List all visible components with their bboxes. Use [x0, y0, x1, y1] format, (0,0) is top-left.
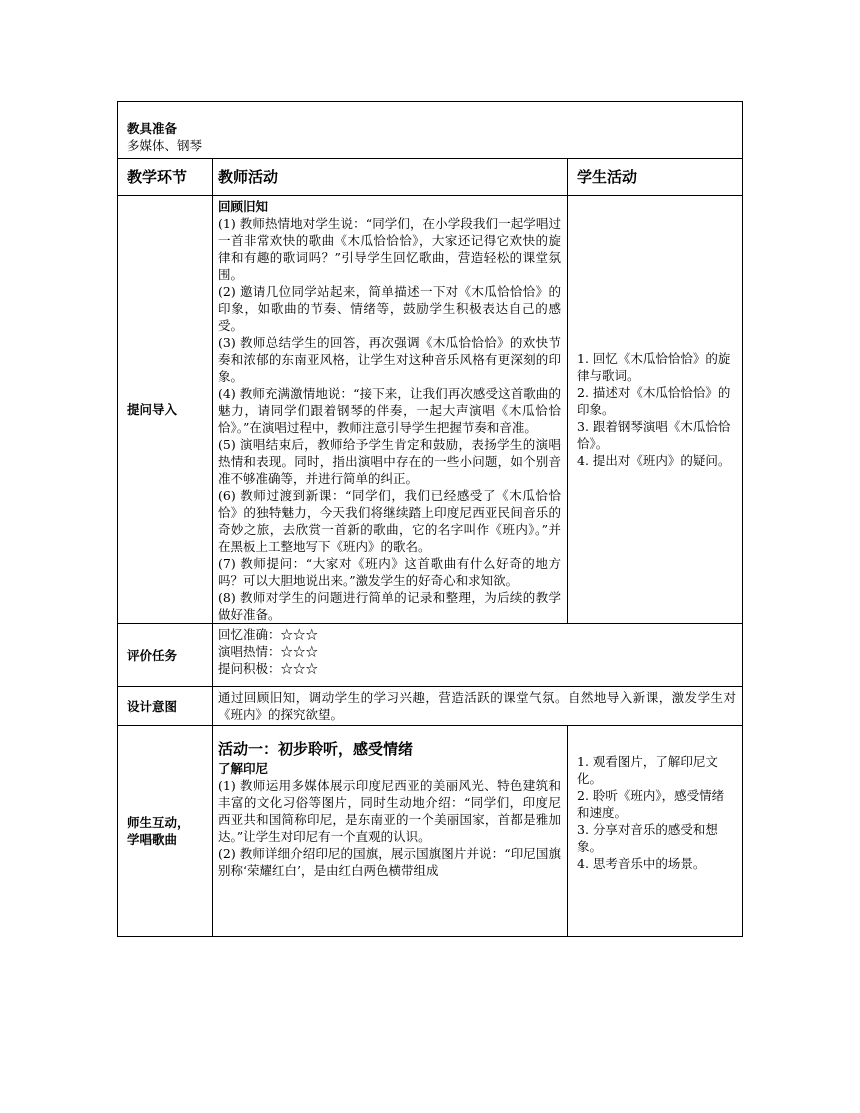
evaluation-cell: [213, 624, 743, 687]
activity-segment-line1: 师生互动，: [127, 815, 190, 830]
activity-student-item: 4. 思考音乐中的场景。: [577, 856, 706, 871]
prep-title: 教具准备: [127, 121, 178, 136]
intro-paragraph: (4) 教师充满激情地说：“接下来，让我们再次感受这首歌曲的魅力，请同学们跟着钢琴的伴奏，一起大声演唱《木瓜恰恰恰》。”在演唱过程中，教师注意引导学生把握节奏和音准。: [218, 386, 561, 435]
intro-paragraph: (3) 教师总结学生的回答，再次强调《木瓜恰恰恰》的欢快节奏和浓郁的东南亚风格，让学生对这种音乐风格有更深刻的印象。: [218, 335, 561, 384]
activity-segment-line2: 学唱歌曲: [127, 832, 178, 847]
intro-paragraph: (6) 教师过渡到新课：“同学们，我们已经感受了《木瓜恰恰恰》的独特魅力，今天我们将继续踏上印度尼西亚民间音乐的奇妙之旅，去欣赏一首新的歌曲，它的名字叫作《班内》。”并在黑板上工整地写下《班内》的歌名。: [218, 488, 561, 554]
intro-student-item: 3. 跟着钢琴演唱《木瓜恰恰恰》。: [577, 419, 731, 451]
design-row: [118, 687, 743, 726]
activity-student-item: 1. 观看图片，了解印尼文化。: [577, 754, 718, 786]
header-row: [118, 159, 743, 196]
intro-paragraph: (5) 演唱结束后，教师给予学生肯定和鼓励，表扬学生的演唱热情和表现。同时，指出演唱中存在的一些小问题，如个别音准不够准确等，并进行简单的纠正。: [218, 437, 561, 486]
activity-paragraph: (1) 教师运用多媒体展示印度尼西亚的美丽风光、特色建筑和丰富的文化习俗等图片，同时生动地介绍：“同学们，印度尼西亚共和国简称印尼，是东南亚的一个美丽国家，首都是雅加达。”让学生对印尼有一个直观的认识。: [218, 778, 561, 844]
design-text: 通过回顾旧知，调动学生的学习兴趣，营造活跃的课堂气氛。自然地导入新课，激发学生对《班内》的探究欲望。: [218, 690, 737, 722]
header-teacher: 教师活动: [213, 159, 568, 196]
activity-title: 活动一：初步聆听，感受情绪: [218, 740, 414, 758]
header-student: 学生活动: [568, 159, 743, 196]
intro-student-item: 2. 描述对《木瓜恰恰恰》的印象。: [577, 385, 731, 417]
design-segment: 设计意图: [118, 687, 213, 726]
lesson-plan-table: [117, 101, 743, 937]
prep-text: 多媒体、钢琴: [127, 138, 203, 153]
intro-row: [118, 196, 743, 624]
evaluation-row: [118, 624, 743, 687]
prep-row: [118, 102, 743, 159]
activity-student-cell: [568, 726, 743, 937]
intro-heading: 回顾旧知: [218, 199, 269, 214]
design-cell: [213, 687, 743, 726]
intro-paragraph: (7) 教师提问：“大家对《班内》这首歌曲有什么好奇的地方吗？可以大胆地说出来。”激发学生的好奇心和求知欲。: [218, 556, 561, 588]
evaluation-segment: 评价任务: [118, 624, 213, 687]
evaluation-item: 提问积极：☆☆☆: [218, 661, 319, 676]
intro-student-item: 4. 提出对《班内》的疑问。: [577, 453, 731, 468]
activity-heading: 了解印尼: [218, 761, 269, 776]
activity-segment: [118, 726, 213, 937]
activity-student-item: 3. 分享对音乐的感受和想象。: [577, 822, 718, 854]
intro-paragraph: (1) 教师热情地对学生说：“同学们，在小学段我们一起学唱过一首非常欢快的歌曲《木瓜恰恰恰》，大家还记得它欢快的旋律和有趣的歌词吗？”引导学生回忆歌曲，营造轻松的课堂氛围。: [218, 216, 561, 282]
header-segment: 教学环节: [118, 159, 213, 196]
prep-cell: [118, 102, 743, 159]
evaluation-item: 回忆准确：☆☆☆: [218, 627, 319, 642]
evaluation-item: 演唱热情：☆☆☆: [218, 644, 319, 659]
activity-student-item: 2. 聆听《班内》，感受情绪和速度。: [577, 788, 725, 820]
intro-student-cell: [568, 196, 743, 624]
intro-paragraph: (8) 教师对学生的问题进行简单的记录和整理，为后续的教学做好准备。: [218, 590, 561, 622]
activity-paragraph: (2) 教师详细介绍印尼的国旗，展示国旗图片并说：“印尼国旗别称‘荣耀红白’，是由红白两色横带组成: [218, 846, 561, 878]
intro-student-item: 1. 回忆《木瓜恰恰恰》的旋律与歌词。: [577, 351, 731, 383]
intro-teacher-cell: [213, 196, 568, 624]
intro-segment: 提问导入: [118, 196, 213, 624]
intro-paragraph: (2) 邀请几位同学站起来，简单描述一下对《木瓜恰恰恰》的印象，如歌曲的节奏、情绪等，鼓励学生积极表达自己的感受。: [218, 284, 561, 333]
activity-teacher-cell: [213, 726, 568, 937]
activity-row: [118, 726, 743, 937]
